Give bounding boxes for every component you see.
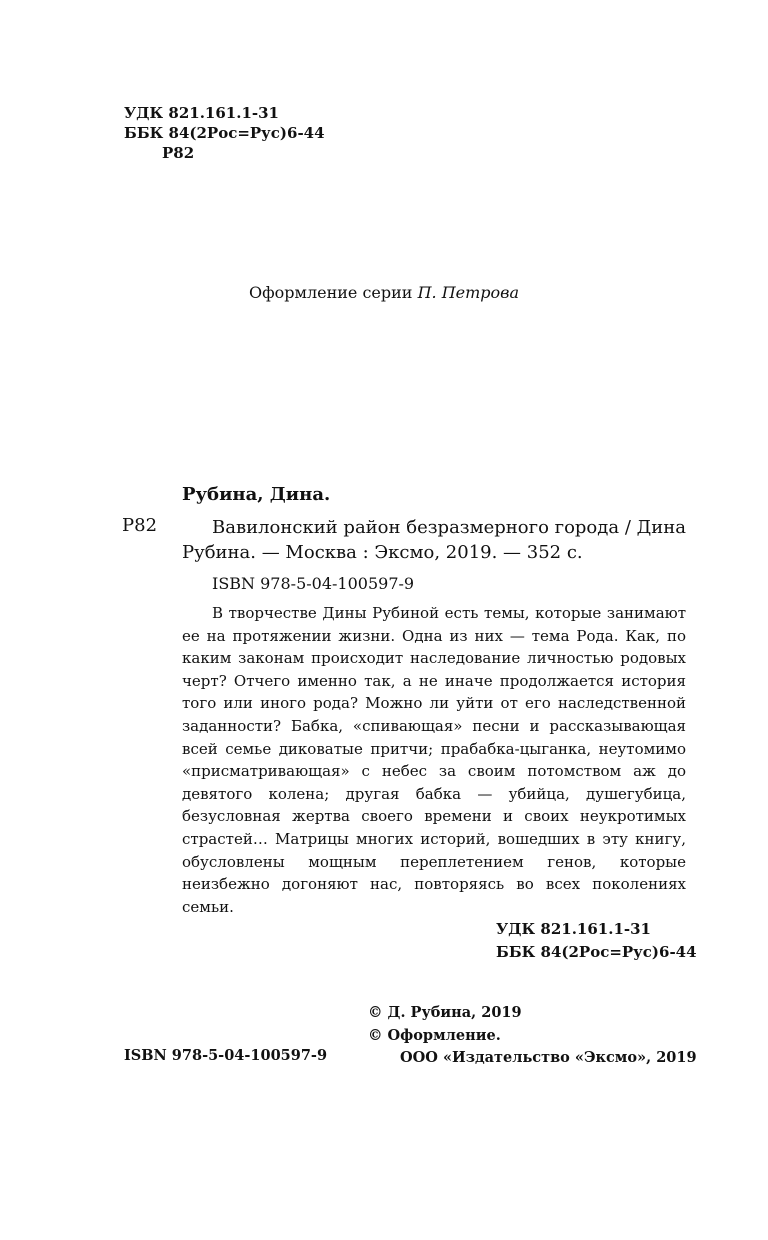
book-abstract: В творчестве Дины Рубиной есть темы, которые занимают ее на протяжении жизни. Одна из них — тема Рода. Как, по каким законам происходит наследование личностью родовых черт? Отчего именно так, а не иначе продолжается история того или иного рода? Можно ли уйти от его наследственной заданности? Бабка, «спивающая» песни и рассказывающая всей семье диковатые притчи; прабабка-цыганка, неутомимо «присматривающая» с небес за своим потомством аж до девятого колена; другая бабка — убийца, душегубица, безусловная жертва своего времени и своих неукротимых страстей… Матрицы многих историй, вошедших в эту книгу, обусловлены мощным переплетением генов, которые неизбежно догоняют нас, повторяясь во всех поколениях семьи. — [182, 604, 686, 916]
copyright-author: © Д. Рубина, 2019 — [368, 1004, 522, 1021]
bottom-isbn: ISBN 978-5-04-100597-9 — [124, 1047, 328, 1064]
header-bbk-code: ББК 84(2Рос=Рус)6-44 — [124, 124, 325, 142]
series-design-credit — [0, 283, 768, 302]
catalog-udk-code: УДК 821.161.1-31 — [496, 920, 651, 938]
catalog-bbk-code: ББК 84(2Рос=Рус)6-44 — [496, 943, 697, 961]
header-classification-codes — [124, 103, 325, 163]
copyright-design: © Оформление. — [368, 1026, 501, 1044]
copyright-publisher: ООО «Издательство «Эксмо», 2019 — [400, 1049, 697, 1066]
catalog-classification-codes — [496, 918, 697, 964]
series-designer-name: П. Петрова — [417, 283, 520, 302]
copyright-block — [368, 1002, 697, 1070]
catalog-isbn: ISBN 978-5-04-100597-9 — [212, 574, 415, 593]
series-design-label: Оформление серии — [248, 283, 413, 302]
header-udk-code: УДК 821.161.1-31 — [124, 104, 279, 122]
catalog-author-mark: Р82 — [122, 515, 158, 536]
catalog-title: Вавилонский район безразмерного города / Дина Рубина. — Москва : Эксмо, 2019. — 352 с. — [182, 517, 686, 563]
header-author-mark: Р82 — [162, 144, 195, 162]
catalog-author: Рубина, Дина. — [182, 484, 331, 505]
